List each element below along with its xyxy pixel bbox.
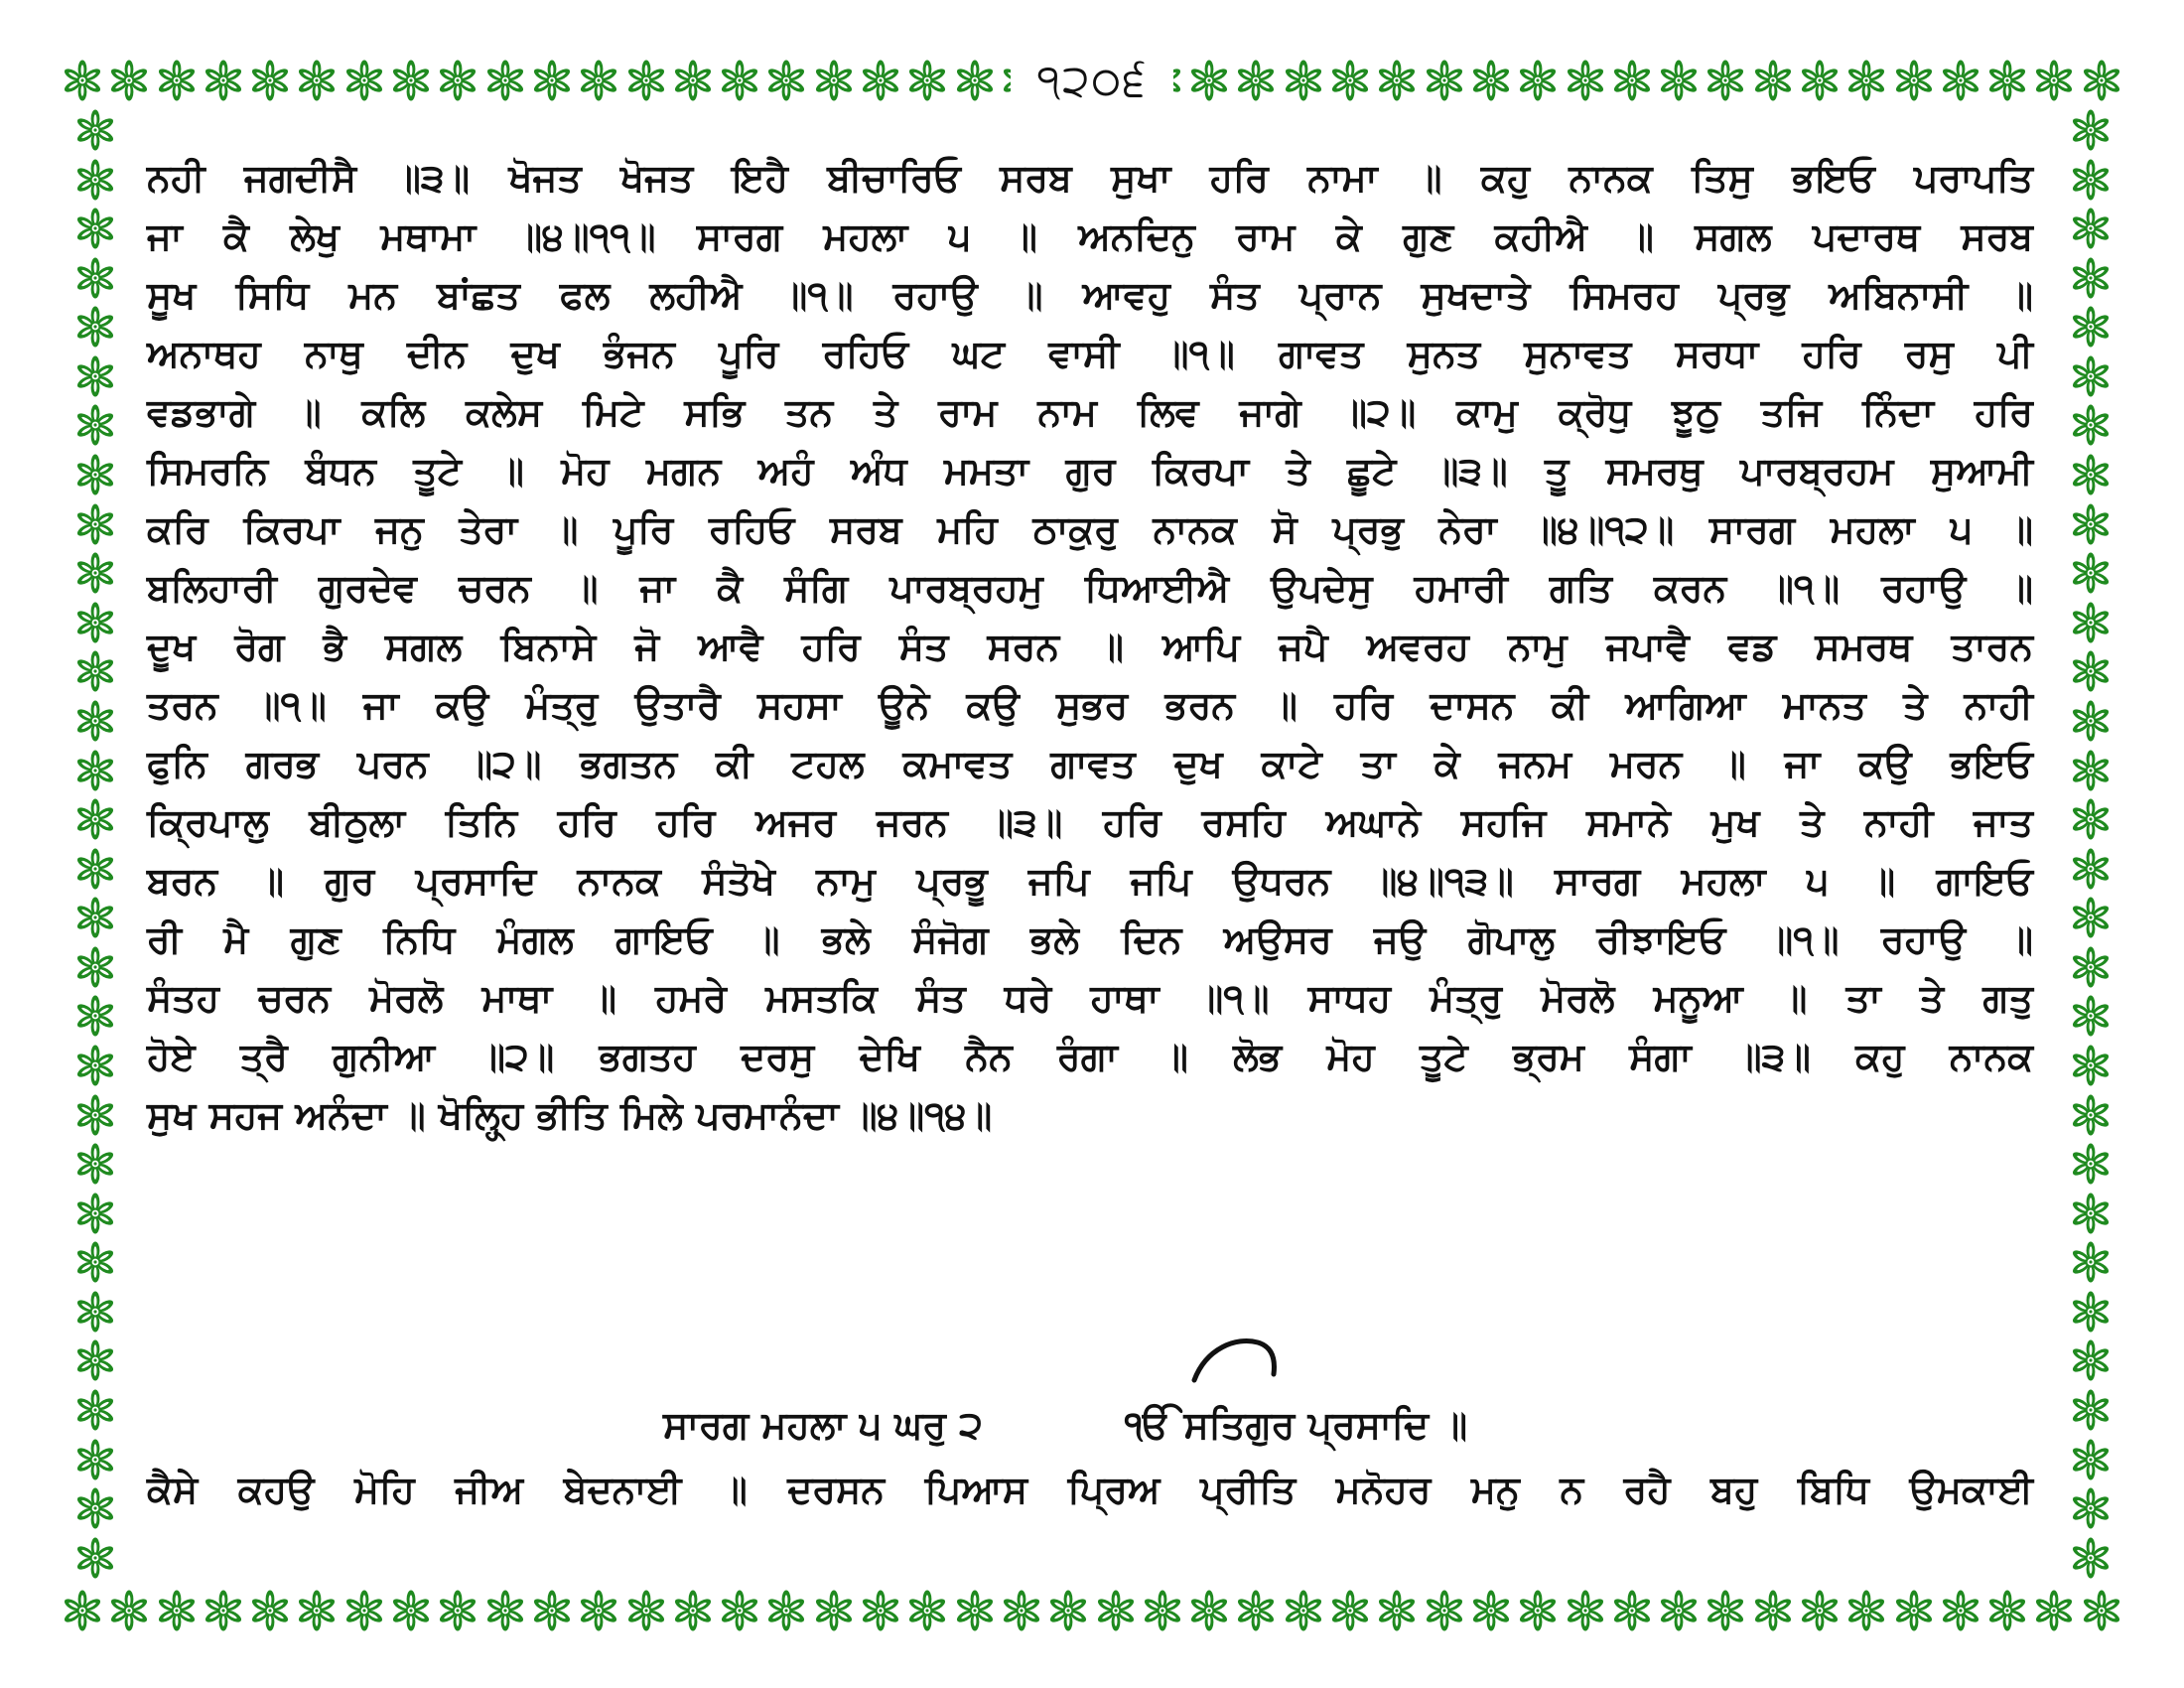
text-line: ਸੁਖ ਸਹਜ ਅਨੰਦਾ ॥ ਖੋਲ੍ਹ੍ਹਿ ਭੀਤਿ ਮਿਲੇ ਪਰਮਾਨੰਦਾ ॥੪॥੧੪॥ (147, 1093, 993, 1137)
green-flower-icon (74, 1439, 116, 1480)
green-flower-icon (860, 60, 901, 101)
green-flower-icon (1611, 60, 1653, 101)
green-flower-icon (484, 60, 526, 101)
green-flower-icon (1047, 1590, 1089, 1631)
green-flower-icon (860, 1590, 901, 1631)
green-flower-icon (74, 848, 116, 890)
green-flower-icon (2070, 257, 2112, 299)
green-flower-icon (1611, 1590, 1653, 1631)
green-flower-icon (954, 1590, 996, 1631)
green-flower-icon (2070, 650, 2112, 692)
green-flower-icon (2070, 404, 2112, 446)
green-flower-icon (2070, 995, 2112, 1037)
green-flower-icon (813, 60, 855, 101)
text-line: ਸਿਮਰਨਿ ਬੰਧਨ ਤੂਟੇ ॥ ਮੋਹ ਮਗਨ ਅਹੰ ਅੰਧ ਮਮਤਾ ਗੁਰ ਕਿਰਪਾ ਤੇ ਛੂਟੇ ॥੩॥ ਤੂ ਸਮਰਥੁ ਪਾਰਬ੍ਰਹਮ ਸੁਆਮੀ (147, 449, 2033, 492)
green-flower-icon (1799, 1590, 1841, 1631)
green-flower-icon (74, 1389, 116, 1431)
green-flower-icon (74, 1193, 116, 1234)
green-flower-icon (156, 60, 198, 101)
green-flower-icon (2070, 109, 2112, 151)
green-flower-icon (203, 60, 244, 101)
mangal-heading: ੴ ਸਤਿਗੁਰ ਪ੍ਰਸਾਦਿ ॥ (1125, 1403, 1468, 1447)
green-flower-icon (437, 1590, 478, 1631)
green-flower-icon (2070, 848, 2112, 890)
green-flower-icon (2070, 897, 2112, 938)
green-flower-icon (296, 60, 338, 101)
green-flower-icon (1142, 1590, 1183, 1631)
green-flower-icon (74, 1537, 116, 1579)
green-flower-icon (1752, 1590, 1794, 1631)
green-flower-icon (1565, 1590, 1606, 1631)
green-flower-icon (1283, 1590, 1324, 1631)
green-flower-icon (74, 404, 116, 446)
text-line: ਅਨਾਥਹ ਨਾਥੁ ਦੀਨ ਦੁਖ ਭੰਜਨ ਪੂਰਿ ਰਹਿਓ ਘਟ ਵਾਸੀ ॥੧॥ ਗਾਵਤ ਸੁਨਤ ਸੁਨਾਵਤ ਸਰਧਾ ਹਰਿ ਰਸੁ ਪੀ (147, 332, 2033, 375)
green-flower-icon (74, 1241, 116, 1283)
green-flower-icon (1235, 60, 1277, 101)
green-flower-icon (74, 700, 116, 742)
green-flower-icon (2070, 750, 2112, 791)
green-flower-icon (62, 60, 103, 101)
green-flower-icon (2070, 1537, 2112, 1579)
green-flower-icon (1986, 1590, 2028, 1631)
green-flower-icon (343, 60, 385, 101)
ek-onkar-ornament-icon (1186, 1329, 1286, 1388)
green-flower-icon (343, 1590, 385, 1631)
green-flower-icon (1799, 60, 1841, 101)
green-flower-icon (2070, 503, 2112, 545)
green-flower-icon (906, 60, 948, 101)
green-flower-icon (954, 60, 996, 101)
green-flower-icon (625, 1590, 667, 1631)
green-flower-icon (108, 60, 150, 101)
section-heading (147, 1395, 2033, 1455)
green-flower-icon (2070, 454, 2112, 495)
green-flower-icon (1470, 1590, 1512, 1631)
green-flower-icon (1705, 1590, 1746, 1631)
green-flower-icon (296, 1590, 338, 1631)
green-flower-icon (74, 454, 116, 495)
green-flower-icon (74, 355, 116, 397)
green-flower-icon (1188, 60, 1230, 101)
green-flower-icon (2070, 1389, 2112, 1431)
raag-heading: ਸਾਰਗ ਮਹਲਾ ੫ ਘਰੁ ੨ (663, 1403, 983, 1447)
text-line: ਤਰਨ ॥੧॥ ਜਾ ਕਉ ਮੰਤ੍ਰੁ ਉਤਾਰੈ ਸਹਸਾ ਊਨੇ ਕਉ ਸੁਭਰ ਭਰਨ ॥ ਹਰਿ ਦਾਸਨ ਕੀ ਆਗਿਆ ਮਾਨਤ ਤੇ ਨਾਹੀ (147, 683, 2033, 727)
green-flower-icon (74, 995, 116, 1037)
green-flower-icon (1893, 60, 1935, 101)
green-flower-icon (74, 159, 116, 201)
green-flower-icon (672, 60, 714, 101)
green-flower-icon (1470, 60, 1512, 101)
green-flower-icon (1893, 1590, 1935, 1631)
green-flower-icon (765, 60, 807, 101)
green-flower-icon (2070, 1241, 2112, 1283)
green-flower-icon (249, 60, 291, 101)
page-number-box (1011, 50, 1173, 111)
green-flower-icon (765, 1590, 807, 1631)
green-flower-icon (74, 257, 116, 299)
green-flower-icon (719, 1590, 760, 1631)
green-flower-icon (1845, 60, 1887, 101)
green-flower-icon (74, 1094, 116, 1136)
green-flower-icon (1752, 60, 1794, 101)
green-flower-icon (1940, 60, 1981, 101)
green-flower-icon (74, 208, 116, 249)
green-flower-icon (2070, 1193, 2112, 1234)
green-flower-icon (2070, 946, 2112, 988)
green-flower-icon (74, 602, 116, 643)
text-line-final: ਕੈਸੇ ਕਹਉ ਮੋਹਿ ਜੀਅ ਬੇਦਨਾਈ ॥ ਦਰਸਨ ਪਿਆਸ ਪ੍ਰਿਅ ਪ੍ਰੀਤਿ ਮਨੋਹਰ ਮਨੁ ਨ ਰਹੈ ਬਹੁ ਬਿਧਿ ਉਮਕਾਈ (147, 1468, 2033, 1511)
green-flower-icon (203, 1590, 244, 1631)
green-flower-icon (1188, 1590, 1230, 1631)
green-flower-icon (2070, 700, 2112, 742)
green-flower-icon (62, 1590, 103, 1631)
green-flower-icon (1376, 1590, 1418, 1631)
text-line: ਸੰਤਹ ਚਰਨ ਮੋਰਲੋ ਮਾਥਾ ॥ ਹਮਰੇ ਮਸਤਕਿ ਸੰਤ ਧਰੇ ਹਾਥਾ ॥੧॥ ਸਾਧਹ ਮੰਤ੍ਰੁ ਮੋਰਲੋ ਮਨੂਆ ॥ ਤਾ ਤੇ ਗਤੁ (147, 976, 2033, 1020)
green-flower-icon (2070, 1143, 2112, 1185)
green-flower-icon (2081, 60, 2122, 101)
border-right (2065, 109, 2116, 1579)
green-flower-icon (2070, 355, 2112, 397)
border-bottom (62, 1585, 2122, 1636)
green-flower-icon (156, 1590, 198, 1631)
green-flower-icon (1001, 1590, 1042, 1631)
green-flower-icon (2070, 208, 2112, 249)
green-flower-icon (1705, 60, 1746, 101)
green-flower-icon (1329, 1590, 1371, 1631)
green-flower-icon (2070, 1439, 2112, 1480)
page-number: ੧੨੦੬ (1036, 55, 1148, 106)
green-flower-icon (2070, 1045, 2112, 1086)
green-flower-icon (1658, 60, 1700, 101)
text-line: ਸੂਖ ਸਿਧਿ ਮਨ ਬਾਂਛਤ ਫਲ ਲਹੀਐ ॥੧॥ ਰਹਾਉ ॥ ਆਵਹੁ ਸੰਤ ਪ੍ਰਾਨ ਸੁਖਦਾਤੇ ਸਿਮਰਹ ਪ੍ਰਭੁ ਅਬਿਨਾਸੀ ॥ (147, 273, 2033, 317)
green-flower-icon (625, 60, 667, 101)
green-flower-icon (906, 1590, 948, 1631)
green-flower-icon (2081, 1590, 2122, 1631)
green-flower-icon (719, 60, 760, 101)
green-flower-icon (1424, 60, 1465, 101)
green-flower-icon (2070, 306, 2112, 348)
text-line: ਕਰਿ ਕਿਰਪਾ ਜਨੁ ਤੇਰਾ ॥ ਪੂਰਿ ਰਹਿਓ ਸਰਬ ਮਹਿ ਠਾਕੁਰੁ ਨਾਨਕ ਸੋ ਪ੍ਰਭੁ ਨੇਰਾ ॥੪॥੧੨॥ ਸਾਰਗ ਮਹਲਾ ੫ ॥ (147, 507, 2033, 551)
scripture-text (147, 149, 2033, 1145)
green-flower-icon (1940, 1590, 1981, 1631)
text-line: ਦੂਖ ਰੋਗ ਭੈ ਸਗਲ ਬਿਨਾਸੇ ਜੋ ਆਵੈ ਹਰਿ ਸੰਤ ਸਰਨ ॥ ਆਪਿ ਜਪੈ ਅਵਰਹ ਨਾਮੁ ਜਪਾਵੈ ਵਡ ਸਮਰਥ ਤਾਰਨ (147, 625, 2033, 668)
green-flower-icon (108, 1590, 150, 1631)
green-flower-icon (813, 1590, 855, 1631)
green-flower-icon (74, 650, 116, 692)
green-flower-icon (390, 60, 432, 101)
green-flower-icon (390, 1590, 432, 1631)
green-flower-icon (74, 946, 116, 988)
green-flower-icon (484, 1590, 526, 1631)
green-flower-icon (1329, 60, 1371, 101)
green-flower-icon (1517, 1590, 1559, 1631)
green-flower-icon (74, 897, 116, 938)
text-line: ਰੀ ਮੈ ਗੁਣ ਨਿਧਿ ਮੰਗਲ ਗਾਇਓ ॥ ਭਲੇ ਸੰਜੋਗ ਭਲੇ ਦਿਨ ਅਉਸਰ ਜਉ ਗੋਪਾਲੁ ਰੀਝਾਇਓ ॥੧॥ ਰਹਾਉ ॥ (147, 917, 2033, 961)
green-flower-icon (74, 109, 116, 151)
green-flower-icon (74, 750, 116, 791)
green-flower-icon (74, 1045, 116, 1086)
text-line: ਨਹੀ ਜਗਦੀਸੈ ॥੩॥ ਖੋਜਤ ਖੋਜਤ ਇਹੈ ਬੀਚਾਰਿਓ ਸਰਬ ਸੁਖਾ ਹਰਿ ਨਾਮਾ ॥ ਕਹੁ ਨਾਨਕ ਤਿਸੁ ਭਇਓ ਪਰਾਪਤਿ (147, 156, 2033, 200)
green-flower-icon (1517, 60, 1559, 101)
green-flower-icon (2070, 602, 2112, 643)
green-flower-icon (578, 1590, 619, 1631)
green-flower-icon (74, 306, 116, 348)
green-flower-icon (1376, 60, 1418, 101)
green-flower-icon (437, 60, 478, 101)
green-flower-icon (2070, 1291, 2112, 1333)
green-flower-icon (74, 798, 116, 840)
green-flower-icon (74, 1291, 116, 1333)
green-flower-icon (1565, 60, 1606, 101)
green-flower-icon (1235, 1590, 1277, 1631)
border-left (69, 109, 121, 1579)
green-flower-icon (2070, 1094, 2112, 1136)
text-line: ਬਰਨ ॥ ਗੁਰ ਪ੍ਰਸਾਦਿ ਨਾਨਕ ਸੰਤੋਖੇ ਨਾਮੁ ਪ੍ਰਭੂ ਜਪਿ ਜਪਿ ਉਧਰਨ ॥੪॥੧੩॥ ਸਾਰਗ ਮਹਲਾ ੫ ॥ ਗਾਇਓ (147, 859, 2033, 903)
green-flower-icon (249, 1590, 291, 1631)
green-flower-icon (1283, 60, 1324, 101)
green-flower-icon (2070, 798, 2112, 840)
green-flower-icon (1424, 1590, 1465, 1631)
text-line: ਬਲਿਹਾਰੀ ਗੁਰਦੇਵ ਚਰਨ ॥ ਜਾ ਕੈ ਸੰਗਿ ਪਾਰਬ੍ਰਹਮੁ ਧਿਆਈਐ ਉਪਦੇਸੁ ਹਮਾਰੀ ਗਤਿ ਕਰਨ ॥੧॥ ਰਹਾਉ ॥ (147, 566, 2033, 610)
green-flower-icon (578, 60, 619, 101)
green-flower-icon (531, 60, 573, 101)
green-flower-icon (1845, 1590, 1887, 1631)
green-flower-icon (74, 1339, 116, 1381)
green-flower-icon (2070, 159, 2112, 201)
green-flower-icon (74, 503, 116, 545)
green-flower-icon (1986, 60, 2028, 101)
green-flower-icon (1658, 1590, 1700, 1631)
text-line: ਕ੍ਰਿਪਾਲੁ ਬੀਠੁਲਾ ਤਿਨਿ ਹਰਿ ਹਰਿ ਅਜਰ ਜਰਨ ॥੩॥ ਹਰਿ ਰਸਹਿ ਅਘਾਨੇ ਸਹਜਿ ਸਮਾਨੇ ਮੁਖ ਤੇ ਨਾਹੀ ਜਾਤ (147, 800, 2033, 844)
green-flower-icon (2070, 1339, 2112, 1381)
green-flower-icon (2033, 60, 2075, 101)
text-line: ਜਾ ਕੈ ਲੇਖੁ ਮਥਾਮਾ ॥੪॥੧੧॥ ਸਾਰਗ ਮਹਲਾ ੫ ॥ ਅਨਦਿਨੁ ਰਾਮ ਕੇ ਗੁਣ ਕਹੀਐ ॥ ਸਗਲ ਪਦਾਰਥ ਸਰਬ (147, 214, 2033, 258)
green-flower-icon (74, 1143, 116, 1185)
green-flower-icon (74, 552, 116, 594)
green-flower-icon (2033, 1590, 2075, 1631)
green-flower-icon (1095, 1590, 1137, 1631)
green-flower-icon (74, 1487, 116, 1529)
text-line: ਹੋਏ ਤ੍ਰੈ ਗੁਨੀਆ ॥੨॥ ਭਗਤਹ ਦਰਸੁ ਦੇਖਿ ਨੈਨ ਰੰਗਾ ॥ ਲੋਭ ਮੋਹ ਤੂਟੇ ਭ੍ਰਮ ਸੰਗਾ ॥੩॥ ਕਹੁ ਨਾਨਕ (147, 1035, 2033, 1078)
green-flower-icon (2070, 552, 2112, 594)
text-line: ਫੁਨਿ ਗਰਭ ਪਰਨ ॥੨॥ ਭਗਤਨ ਕੀ ਟਹਲ ਕਮਾਵਤ ਗਾਵਤ ਦੁਖ ਕਾਟੇ ਤਾ ਕੇ ਜਨਮ ਮਰਨ ॥ ਜਾ ਕਉ ਭਇਓ (147, 742, 2033, 785)
text-line: ਵਡਭਾਗੇ ॥ ਕਲਿ ਕਲੇਸ ਮਿਟੇ ਸਭਿ ਤਨ ਤੇ ਰਾਮ ਨਾਮ ਲਿਵ ਜਾਗੇ ॥੨॥ ਕਾਮੁ ਕ੍ਰੋਧੁ ਝੂਠੁ ਤਜਿ ਨਿੰਦਾ ਹਰਿ (147, 390, 2033, 434)
green-flower-icon (672, 1590, 714, 1631)
green-flower-icon (2070, 1487, 2112, 1529)
green-flower-icon (531, 1590, 573, 1631)
